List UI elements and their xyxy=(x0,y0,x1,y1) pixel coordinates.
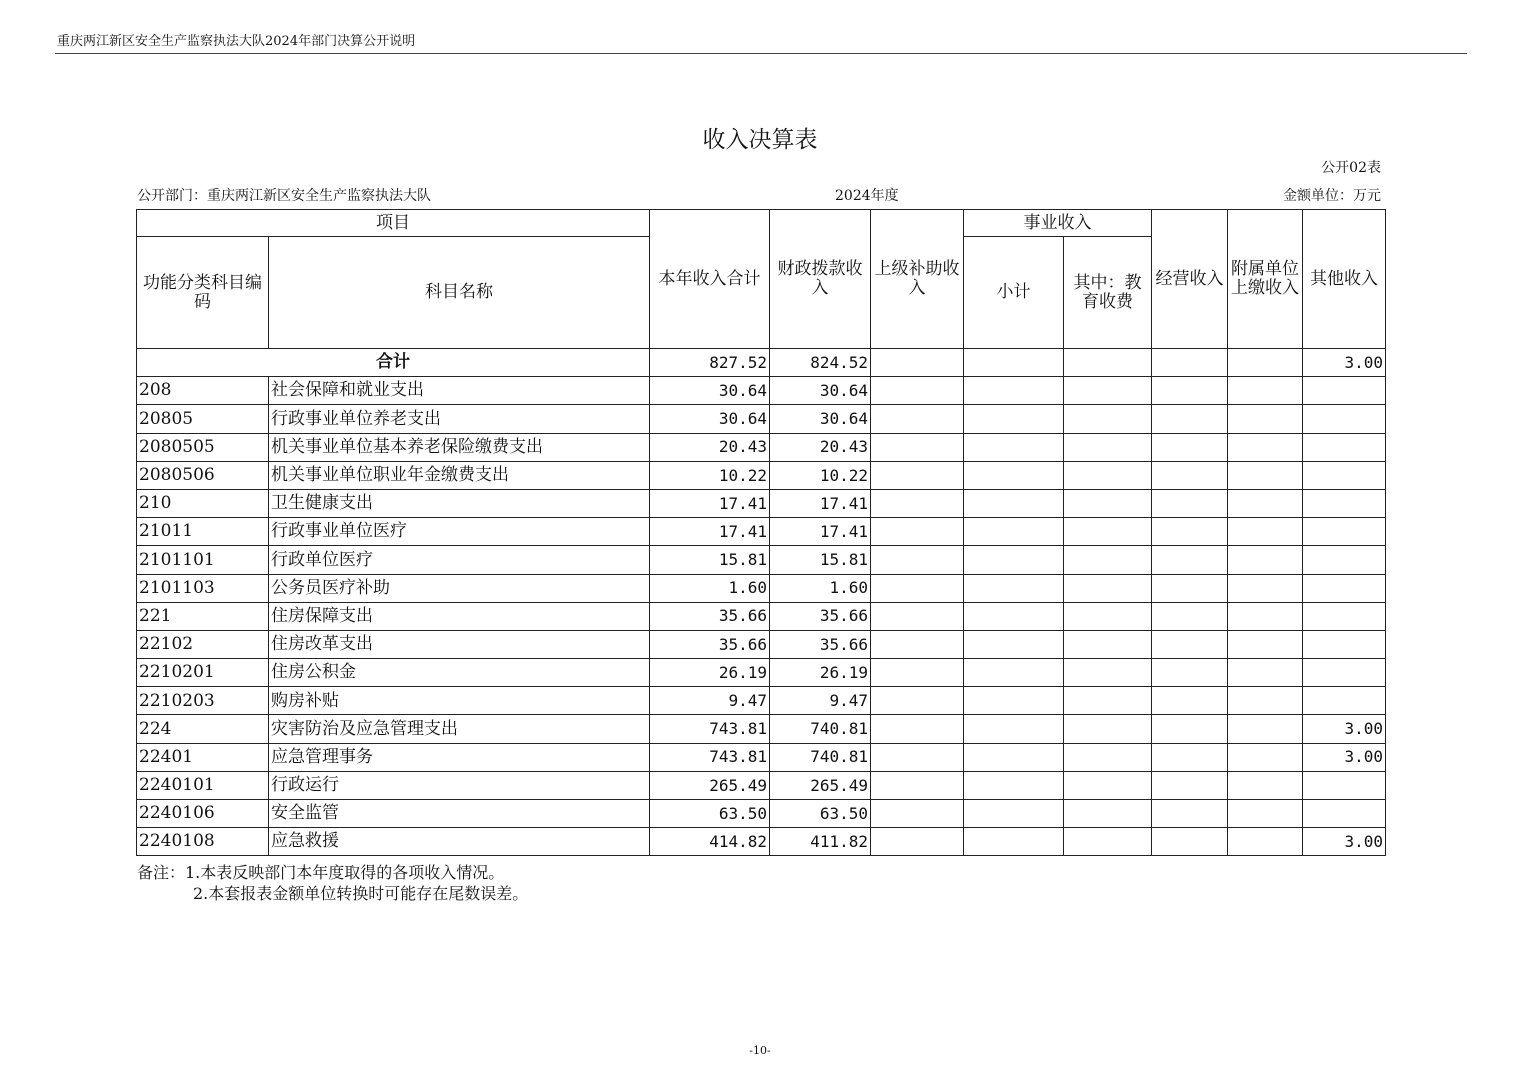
row-fiscal-appropriation: 35.66 xyxy=(770,602,871,630)
row-fiscal-appropriation: 740.81 xyxy=(770,715,871,743)
row-operating-income xyxy=(1152,433,1228,461)
row-business-subtotal xyxy=(964,405,1064,433)
row-superior-subsidy xyxy=(871,489,964,517)
header-affiliated-income: 附属单位上缴收入 xyxy=(1228,210,1303,349)
row-name: 行政事业单位医疗 xyxy=(269,518,650,546)
row-business-subtotal xyxy=(964,800,1064,828)
row-name: 公务员医疗补助 xyxy=(269,574,650,602)
row-business-subtotal xyxy=(964,574,1064,602)
row-code: 221 xyxy=(137,602,269,630)
row-other-income xyxy=(1303,518,1386,546)
row-operating-income xyxy=(1152,630,1228,658)
row-operating-income xyxy=(1152,659,1228,687)
header-project: 项目 xyxy=(137,210,650,237)
row-other-income xyxy=(1303,800,1386,828)
row-other-income xyxy=(1303,771,1386,799)
row-name: 住房公积金 xyxy=(269,659,650,687)
row-business-subtotal xyxy=(964,433,1064,461)
row-total-income: 9.47 xyxy=(650,687,770,715)
row-other-income xyxy=(1303,377,1386,405)
row-name: 卫生健康支出 xyxy=(269,489,650,517)
row-education-fees xyxy=(1064,800,1152,828)
row-name: 社会保障和就业支出 xyxy=(269,377,650,405)
row-operating-income xyxy=(1152,405,1228,433)
row-education-fees xyxy=(1064,518,1152,546)
row-affiliated-income xyxy=(1228,715,1303,743)
row-code: 208 xyxy=(137,377,269,405)
table-row xyxy=(137,715,1386,743)
total-row xyxy=(137,349,1386,377)
row-total-income: 17.41 xyxy=(650,489,770,517)
row-affiliated-income xyxy=(1228,377,1303,405)
row-other-income: 3.00 xyxy=(1303,828,1386,856)
row-operating-income xyxy=(1152,828,1228,856)
row-operating-income xyxy=(1152,602,1228,630)
income-table xyxy=(136,209,1386,856)
row-name: 机关事业单位职业年金缴费支出 xyxy=(269,461,650,489)
row-fiscal-appropriation: 17.41 xyxy=(770,518,871,546)
header-function-code: 功能分类科目编码 xyxy=(137,237,269,349)
row-affiliated-income xyxy=(1228,659,1303,687)
row-other-income: 3.00 xyxy=(1303,715,1386,743)
row-education-fees xyxy=(1064,659,1152,687)
row-education-fees xyxy=(1064,461,1152,489)
row-affiliated-income xyxy=(1228,687,1303,715)
table-row xyxy=(137,574,1386,602)
table-row xyxy=(137,405,1386,433)
header-operating-income: 经营收入 xyxy=(1152,210,1228,349)
row-fiscal-appropriation: 9.47 xyxy=(770,687,871,715)
row-superior-subsidy xyxy=(871,828,964,856)
row-education-fees xyxy=(1064,743,1152,771)
row-superior-subsidy xyxy=(871,687,964,715)
header-divider xyxy=(55,53,1467,54)
total-education-value xyxy=(1064,349,1152,377)
row-total-income: 743.81 xyxy=(650,743,770,771)
row-other-income xyxy=(1303,659,1386,687)
row-operating-income xyxy=(1152,574,1228,602)
row-other-income xyxy=(1303,405,1386,433)
row-affiliated-income xyxy=(1228,433,1303,461)
row-code: 21011 xyxy=(137,518,269,546)
row-fiscal-appropriation: 30.64 xyxy=(770,377,871,405)
row-fiscal-appropriation: 740.81 xyxy=(770,743,871,771)
row-business-subtotal xyxy=(964,771,1064,799)
row-superior-subsidy xyxy=(871,602,964,630)
row-operating-income xyxy=(1152,771,1228,799)
row-superior-subsidy xyxy=(871,715,964,743)
header-fiscal-appropriation: 财政拨款收入 xyxy=(770,210,871,349)
row-total-income: 30.64 xyxy=(650,377,770,405)
header-superior-subsidy: 上级补助收入 xyxy=(871,210,964,349)
table-row xyxy=(137,687,1386,715)
row-affiliated-income xyxy=(1228,405,1303,433)
row-name: 住房保障支出 xyxy=(269,602,650,630)
row-code: 22401 xyxy=(137,743,269,771)
table-row xyxy=(137,433,1386,461)
row-education-fees xyxy=(1064,687,1152,715)
row-code: 2210203 xyxy=(137,687,269,715)
row-other-income xyxy=(1303,546,1386,574)
table-row xyxy=(137,602,1386,630)
table-row xyxy=(137,771,1386,799)
note-line-1: 备注：1.本表反映部门本年度取得的各项收入情况。 xyxy=(137,863,505,882)
row-affiliated-income xyxy=(1228,461,1303,489)
row-affiliated-income xyxy=(1228,800,1303,828)
row-fiscal-appropriation: 1.60 xyxy=(770,574,871,602)
row-total-income: 35.66 xyxy=(650,602,770,630)
row-affiliated-income xyxy=(1228,771,1303,799)
row-operating-income xyxy=(1152,715,1228,743)
row-operating-income xyxy=(1152,518,1228,546)
row-name: 住房改革支出 xyxy=(269,630,650,658)
row-business-subtotal xyxy=(964,602,1064,630)
row-business-subtotal xyxy=(964,518,1064,546)
amount-unit: 金额单位：万元 xyxy=(1283,188,1381,204)
row-business-subtotal xyxy=(964,687,1064,715)
row-superior-subsidy xyxy=(871,405,964,433)
row-total-income: 265.49 xyxy=(650,771,770,799)
row-business-subtotal xyxy=(964,489,1064,517)
table-row xyxy=(137,518,1386,546)
row-code: 2080506 xyxy=(137,461,269,489)
row-operating-income xyxy=(1152,461,1228,489)
row-superior-subsidy xyxy=(871,630,964,658)
header-education-fees: 其中：教育收费 xyxy=(1064,237,1152,349)
header-business-income: 事业收入 xyxy=(964,210,1152,237)
row-total-income: 15.81 xyxy=(650,546,770,574)
form-number: 公开02表 xyxy=(1321,160,1381,176)
row-education-fees xyxy=(1064,630,1152,658)
row-affiliated-income xyxy=(1228,518,1303,546)
row-fiscal-appropriation: 20.43 xyxy=(770,433,871,461)
row-superior-subsidy xyxy=(871,518,964,546)
row-other-income xyxy=(1303,630,1386,658)
row-superior-subsidy xyxy=(871,433,964,461)
total-subtotal-value xyxy=(964,349,1064,377)
table-row xyxy=(137,489,1386,517)
row-affiliated-income xyxy=(1228,546,1303,574)
total-affiliated-value xyxy=(1228,349,1303,377)
row-business-subtotal xyxy=(964,630,1064,658)
row-superior-subsidy xyxy=(871,771,964,799)
total-operating-value xyxy=(1152,349,1228,377)
row-name: 行政运行 xyxy=(269,771,650,799)
table-row xyxy=(137,546,1386,574)
row-fiscal-appropriation: 10.22 xyxy=(770,461,871,489)
row-business-subtotal xyxy=(964,743,1064,771)
row-name: 应急管理事务 xyxy=(269,743,650,771)
row-other-income xyxy=(1303,461,1386,489)
row-other-income xyxy=(1303,489,1386,517)
row-business-subtotal xyxy=(964,546,1064,574)
row-superior-subsidy xyxy=(871,546,964,574)
total-other-value: 3.00 xyxy=(1303,349,1386,377)
note-line-2: 2.本套报表金额单位转换时可能存在尾数误差。 xyxy=(193,884,529,903)
row-total-income: 63.50 xyxy=(650,800,770,828)
row-name: 机关事业单位基本养老保险缴费支出 xyxy=(269,433,650,461)
row-fiscal-appropriation: 35.66 xyxy=(770,630,871,658)
header-subject-name: 科目名称 xyxy=(269,237,650,349)
notes xyxy=(137,862,528,904)
table-row xyxy=(137,743,1386,771)
page-title: 收入决算表 xyxy=(702,127,818,153)
row-name: 行政事业单位养老支出 xyxy=(269,405,650,433)
row-fiscal-appropriation: 265.49 xyxy=(770,771,871,799)
row-affiliated-income xyxy=(1228,574,1303,602)
row-fiscal-appropriation: 17.41 xyxy=(770,489,871,517)
row-education-fees xyxy=(1064,771,1152,799)
row-code: 22102 xyxy=(137,630,269,658)
row-affiliated-income xyxy=(1228,828,1303,856)
fiscal-year: 2024年度 xyxy=(835,188,899,204)
table-row xyxy=(137,377,1386,405)
row-code: 2240108 xyxy=(137,828,269,856)
table-row xyxy=(137,828,1386,856)
total-income-value: 827.52 xyxy=(650,349,770,377)
row-name: 灾害防治及应急管理支出 xyxy=(269,715,650,743)
header-total-income: 本年收入合计 xyxy=(650,210,770,349)
row-education-fees xyxy=(1064,377,1152,405)
table-row xyxy=(137,659,1386,687)
row-fiscal-appropriation: 30.64 xyxy=(770,405,871,433)
total-label: 合计 xyxy=(137,349,650,377)
row-education-fees xyxy=(1064,602,1152,630)
row-total-income: 30.64 xyxy=(650,405,770,433)
row-other-income xyxy=(1303,433,1386,461)
row-education-fees xyxy=(1064,405,1152,433)
row-business-subtotal xyxy=(964,715,1064,743)
row-code: 2101101 xyxy=(137,546,269,574)
row-affiliated-income xyxy=(1228,489,1303,517)
row-code: 2240106 xyxy=(137,800,269,828)
row-operating-income xyxy=(1152,377,1228,405)
row-education-fees xyxy=(1064,574,1152,602)
row-other-income: 3.00 xyxy=(1303,743,1386,771)
row-code: 2210201 xyxy=(137,659,269,687)
header-other-income: 其他收入 xyxy=(1303,210,1386,349)
total-fiscal-value: 824.52 xyxy=(770,349,871,377)
row-fiscal-appropriation: 15.81 xyxy=(770,546,871,574)
total-superior-value xyxy=(871,349,964,377)
row-superior-subsidy xyxy=(871,461,964,489)
row-total-income: 10.22 xyxy=(650,461,770,489)
row-education-fees xyxy=(1064,489,1152,517)
row-total-income: 26.19 xyxy=(650,659,770,687)
row-superior-subsidy xyxy=(871,800,964,828)
department-label: 公开部门：重庆两江新区安全生产监察执法大队 xyxy=(137,188,431,204)
row-education-fees xyxy=(1064,715,1152,743)
row-code: 2101103 xyxy=(137,574,269,602)
row-total-income: 20.43 xyxy=(650,433,770,461)
row-affiliated-income xyxy=(1228,630,1303,658)
row-affiliated-income xyxy=(1228,743,1303,771)
header-business-subtotal: 小计 xyxy=(964,237,1064,349)
row-total-income: 35.66 xyxy=(650,630,770,658)
row-other-income xyxy=(1303,687,1386,715)
row-operating-income xyxy=(1152,743,1228,771)
row-code: 224 xyxy=(137,715,269,743)
row-business-subtotal xyxy=(964,828,1064,856)
row-fiscal-appropriation: 411.82 xyxy=(770,828,871,856)
table-row xyxy=(137,800,1386,828)
row-business-subtotal xyxy=(964,461,1064,489)
row-total-income: 17.41 xyxy=(650,518,770,546)
row-total-income: 743.81 xyxy=(650,715,770,743)
row-superior-subsidy xyxy=(871,377,964,405)
row-education-fees xyxy=(1064,433,1152,461)
row-business-subtotal xyxy=(964,377,1064,405)
row-other-income xyxy=(1303,602,1386,630)
table-row xyxy=(137,461,1386,489)
row-code: 2080505 xyxy=(137,433,269,461)
table-row xyxy=(137,630,1386,658)
row-education-fees xyxy=(1064,546,1152,574)
row-total-income: 1.60 xyxy=(650,574,770,602)
page-number: -10- xyxy=(749,1044,771,1057)
row-fiscal-appropriation: 63.50 xyxy=(770,800,871,828)
row-code: 210 xyxy=(137,489,269,517)
row-code: 2240101 xyxy=(137,771,269,799)
row-name: 安全监管 xyxy=(269,800,650,828)
row-operating-income xyxy=(1152,489,1228,517)
row-other-income xyxy=(1303,574,1386,602)
row-education-fees xyxy=(1064,828,1152,856)
row-superior-subsidy xyxy=(871,743,964,771)
row-total-income: 414.82 xyxy=(650,828,770,856)
row-superior-subsidy xyxy=(871,659,964,687)
row-operating-income xyxy=(1152,546,1228,574)
row-name: 应急救援 xyxy=(269,828,650,856)
row-operating-income xyxy=(1152,800,1228,828)
document-header: 重庆两江新区安全生产监察执法大队2024年部门决算公开说明 xyxy=(57,34,416,49)
row-name: 购房补贴 xyxy=(269,687,650,715)
row-operating-income xyxy=(1152,687,1228,715)
row-code: 20805 xyxy=(137,405,269,433)
row-fiscal-appropriation: 26.19 xyxy=(770,659,871,687)
row-business-subtotal xyxy=(964,659,1064,687)
row-affiliated-income xyxy=(1228,602,1303,630)
row-superior-subsidy xyxy=(871,574,964,602)
row-name: 行政单位医疗 xyxy=(269,546,650,574)
